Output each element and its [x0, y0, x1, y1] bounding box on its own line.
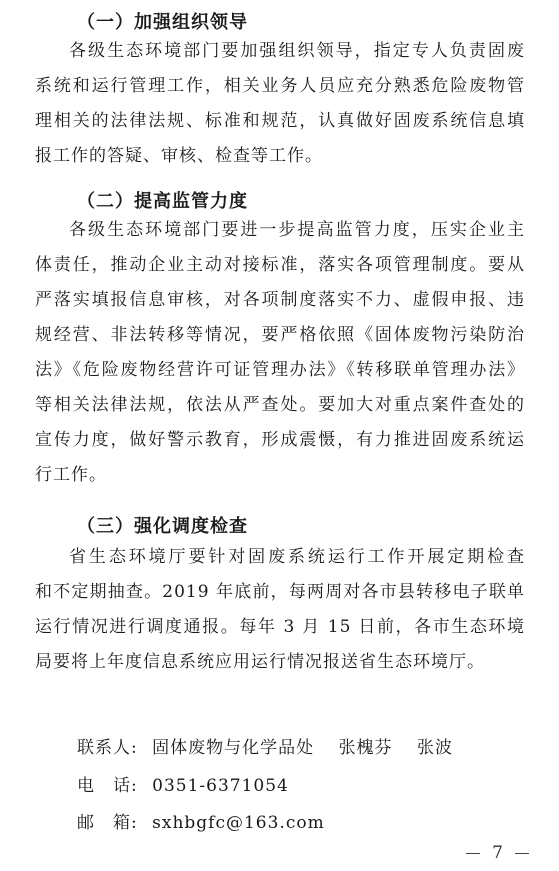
contact-name-1: 张槐芬	[338, 738, 393, 758]
paragraph-line: 等相关法律法规，依法从严查处。要加大对重点案件查处的	[35, 395, 525, 415]
paragraph-line: 系统和运行管理工作，相关业务人员应充分熟悉危险废物管	[35, 76, 525, 96]
section-heading-2: （二）提高监管力度	[77, 191, 248, 212]
paragraph-line: 各级生态环境部门要进一步提高监管力度，压实企业主	[69, 220, 525, 240]
page-footer	[454, 843, 541, 863]
paragraph-line: 体责任，推动企业主动对接标准，落实各项管理制度。要从	[35, 255, 525, 275]
contact-email-value: sxhbgfc@163.com	[152, 813, 325, 833]
paragraph-line: 各级生态环境部门要加强组织领导，指定专人负责固废	[69, 41, 525, 61]
paragraph-line: 法》《危险废物经营许可证管理办法》《转移联单管理办法》	[35, 360, 525, 380]
footer-dash-right	[515, 853, 529, 854]
paragraph-line: 宣传力度，做好警示教育，形成震慑，有力推进固废系统运	[35, 430, 525, 450]
paragraph-line: 报工作的答疑、审核、检查等工作。	[35, 146, 323, 166]
contact-name-2: 张波	[416, 738, 453, 758]
contact-person-value	[152, 733, 471, 758]
contact-phone-row	[77, 771, 289, 796]
section-body-2	[35, 213, 525, 493]
page-number: 7	[492, 843, 503, 863]
paragraph-line: 运行情况进行调度通报。每年 3 月 15 日前，各市生态环境	[35, 617, 525, 637]
contact-person-row	[77, 733, 471, 758]
section-heading-1: （一）加强组织领导	[77, 12, 248, 33]
contact-phone-label: 电 话:	[77, 776, 138, 796]
section-heading-3: （三）强化调度检查	[77, 516, 248, 537]
contact-person-label: 联系人:	[77, 738, 138, 758]
paragraph-line: 理相关的法律法规、标准和规范，认真做好固废系统信息填	[35, 111, 525, 131]
contact-department: 固体废物与化学品处	[152, 738, 315, 758]
paragraph-line: 和不定期抽查。2019 年底前，每两周对各市县转移电子联单	[35, 582, 525, 602]
contact-phone-value: 0351-6371054	[152, 776, 289, 796]
footer-dash-left	[466, 853, 480, 854]
paragraph-line: 规经营、非法转移等情况，要严格依照《固体废物污染防治	[35, 325, 525, 345]
contact-email-label: 邮 箱:	[77, 813, 138, 833]
paragraph-line: 严落实填报信息审核，对各项制度落实不力、虚假申报、违	[35, 290, 525, 310]
paragraph-line: 局要将上年度信息系统应用运行情况报送省生态环境厅。	[35, 652, 485, 672]
paragraph-line: 省生态环境厅要针对固废系统运行工作开展定期检查	[69, 547, 525, 567]
contact-email-row	[77, 808, 325, 833]
section-body-3	[35, 540, 525, 680]
section-body-1	[35, 34, 525, 174]
paragraph-line: 行工作。	[35, 465, 107, 485]
